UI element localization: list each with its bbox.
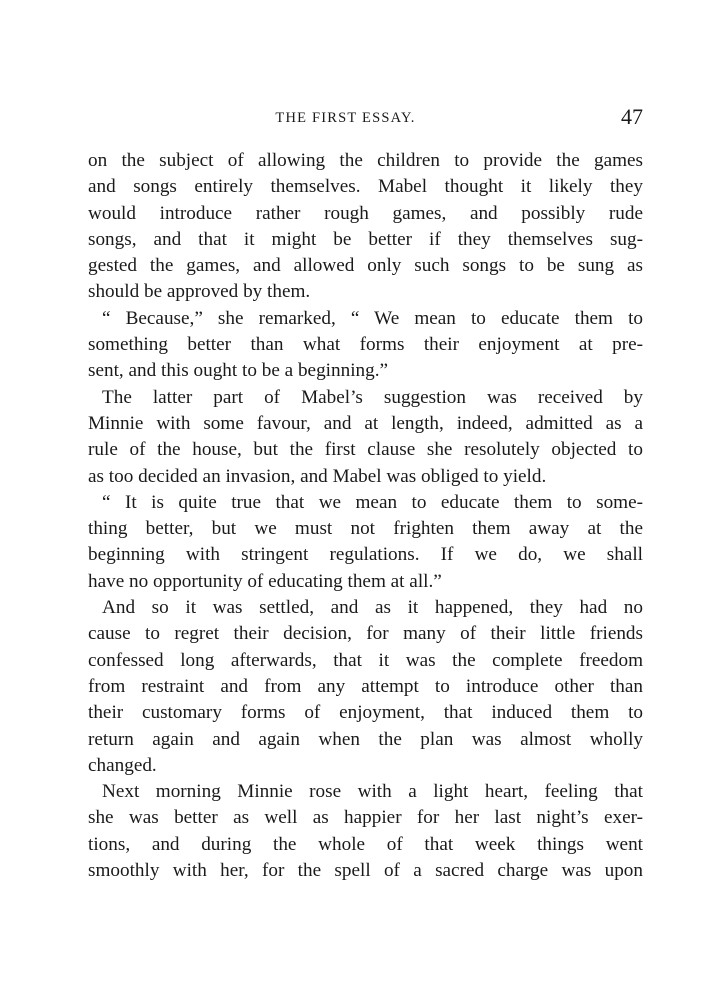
body-text — [88, 148, 643, 884]
text-line: she was better as well as happier for her last night’s exer- — [88, 807, 643, 829]
text-line: Next morning Minnie rose with a light heart, feeling that — [102, 781, 643, 803]
text-line: would introduce rather rough games, and possibly rude — [88, 202, 643, 224]
text-line: gested the games, and allowed only such songs to be sung as — [88, 255, 643, 277]
text-line: Minnie with some favour, and at length, indeed, admitted as a — [88, 412, 643, 434]
text-line: should be approved by them. — [88, 281, 311, 303]
text-line: something better than what forms their enjoyment at pre- — [88, 334, 643, 356]
text-line: from restraint and from any attempt to introduce other than — [88, 675, 643, 697]
text-line: smoothly with her, for the spell of a sacred charge was upon — [88, 860, 643, 882]
text-line: as too decided an invasion, and Mabel was obliged to yield. — [88, 465, 547, 487]
text-line: songs, and that it might be better if they themselves sug- — [88, 228, 643, 250]
text-line: sent, and this ought to be a beginning.” — [88, 360, 389, 382]
running-title: THE FIRST ESSAY. — [275, 110, 416, 126]
text-line: “ It is quite true that we mean to educate them to some- — [102, 491, 643, 513]
book-page — [88, 100, 643, 884]
text-line: beginning with stringent regulations. If we do, we shall — [88, 544, 643, 566]
text-line: thing better, but we must not frighten them away at the — [88, 518, 643, 540]
text-line: cause to regret their decision, for many of their little friends — [88, 623, 643, 645]
text-line: rule of the house, but the first clause she resolutely objected to — [88, 439, 643, 461]
text-line: confessed long afterwards, that it was the complete freedom — [88, 649, 643, 671]
text-line: changed. — [88, 754, 157, 776]
text-line: and songs entirely themselves. Mabel thought it likely they — [88, 176, 643, 198]
text-line: tions, and during the whole of that week things went — [88, 833, 643, 855]
text-line: “ Because,” she remarked, “ We mean to educate them to — [102, 307, 643, 329]
text-line: The latter part of Mabel’s suggestion was received by — [102, 386, 643, 408]
text-line: And so it was settled, and as it happened, they had no — [102, 597, 643, 619]
text-line: return again and again when the plan was almost wholly — [88, 728, 643, 750]
text-line: their customary forms of enjoyment, that induced them to — [88, 702, 643, 724]
page-number: 47 — [621, 104, 643, 129]
text-line: on the subject of allowing the children to provide the games — [88, 150, 643, 171]
running-head — [88, 100, 643, 140]
text-line: have no opportunity of educating them at all.” — [88, 570, 442, 592]
